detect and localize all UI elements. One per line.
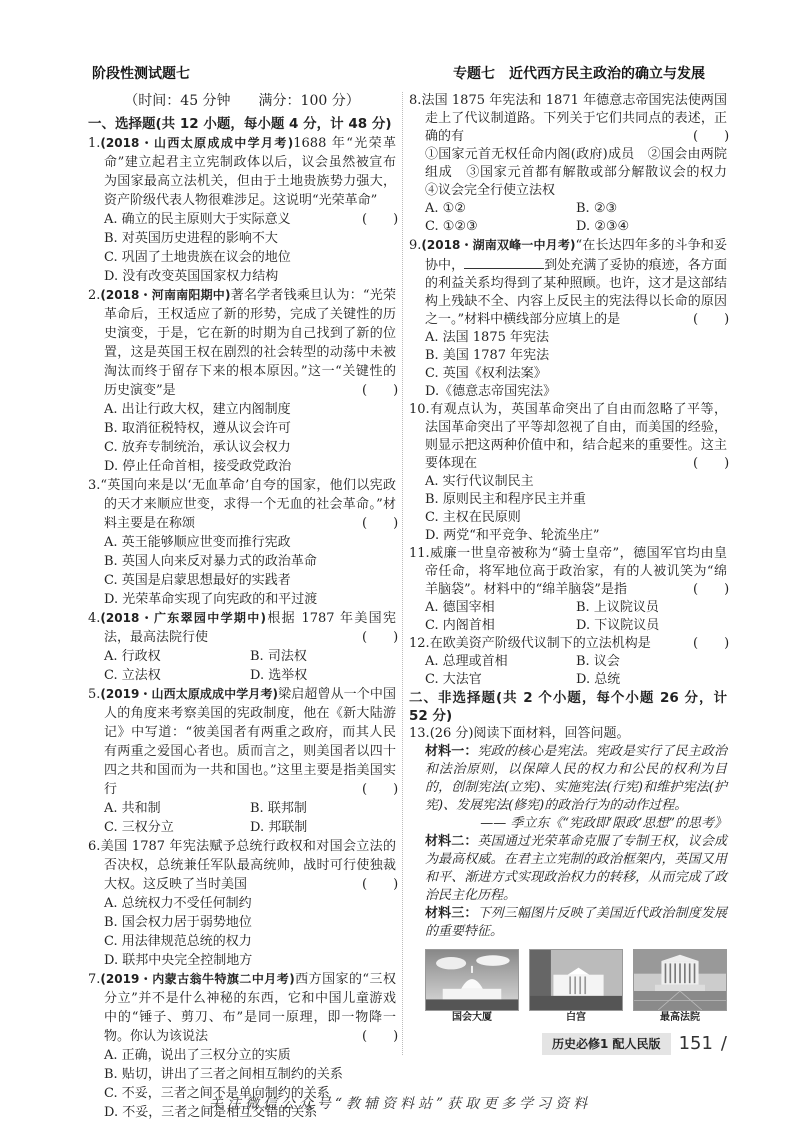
question-6 — [88, 837, 399, 894]
option-d: D. 下议院议员 — [576, 618, 660, 633]
statement-list: ①国家元首无权任命内阁(政府)成员 ②国会由两院组成 ③国家元首都有解散或部分解散议会的权力 ④议会完全行使立法权 — [425, 147, 741, 198]
question-stem: 美国 1787 年宪法赋予总统行政权和对国会立法的否决权，总统兼任军队最高统帅，战时可行使独裁大权。这反映了当时美国 — [100, 839, 396, 892]
fill-blank — [464, 255, 544, 269]
options — [88, 799, 396, 837]
option-b: B. 英国人向来反对暴力式的政治革命 — [104, 554, 317, 569]
question-stem: 著名学者钱乘旦认为：“光荣革命后，王权适应了新的形势，完成了关键性的历史演变，于是，它在新的时期为自己找到了新的位置，这是英国王权在剧烈的社会转型的动荡中未被淘汰而终于留存下来的根本原因。”这一“关键性的历史演变”是 — [104, 288, 396, 398]
question-number: 7. — [88, 972, 101, 987]
answer-parentheses: ( ) — [362, 630, 399, 645]
caption-white-house: 白宫 — [566, 1012, 586, 1023]
question-number: 6. — [88, 839, 101, 854]
answer-parentheses: ( ) — [362, 782, 399, 797]
option-d: D.《德意志帝国宪法》 — [425, 384, 557, 399]
option-a: A. 实行代议制民主 — [425, 474, 534, 489]
handwritten-notice: 关注微信公众号“教辅资料站”获取更多学习资料 — [208, 1096, 592, 1112]
capitol-photo — [425, 949, 519, 1025]
options — [88, 400, 396, 476]
option-b: B. 原则民主和程序民主并重 — [425, 492, 586, 507]
question-number: 1. — [88, 136, 101, 151]
option-d: D. 总统 — [576, 672, 621, 687]
options — [409, 329, 727, 401]
option-c: C. 用法律规范总统的权力 — [104, 934, 252, 949]
options — [409, 200, 727, 236]
photo-row — [409, 949, 727, 1025]
option-a: A. 总理或首相 — [425, 654, 508, 669]
page-slash: / — [720, 1033, 727, 1054]
option-a: A. 总统权力不受任何制约 — [104, 896, 252, 911]
question-stem: “英国向来是以‘无血革命’自夸的国家，他们以宪政的天才来顺应世变，求得一个无血的社会革命。”材料主要是在称颂 — [100, 478, 396, 531]
option-c: C. 大法官 — [425, 672, 482, 687]
question-number: 9. — [409, 238, 422, 253]
option-a: A. 确立的民主原则大于实际意义 — [104, 212, 291, 227]
question-stem: 威廉一世皇帝被称为“骑士皇帝”，德国军官均由皇帝任命，将军地位高于政治家，有的人被讥笑为“绵羊脑袋”。材料中的“绵羊脑袋”是指 — [425, 546, 727, 597]
question-number: 2. — [88, 288, 101, 303]
material-3: 材料三：下列三幅图片反映了美国近代政治制度发展的重要特征。 — [425, 906, 727, 939]
question-source: (2018・河南南阳期中) — [100, 288, 231, 302]
option-c: C. 放弃专制统治，承认议会权力 — [104, 440, 291, 455]
option-a: A. 共和制 — [104, 801, 161, 816]
question-number: 5. — [88, 687, 101, 702]
option-c: C. 巩固了土地贵族在议会的地位 — [104, 250, 291, 265]
option-c: C. 不妥，三者之间不是单向制约的关系 — [104, 1086, 330, 1101]
material-1-citation: —— 季立东《“宪政即‘限政’思想”的思考》 — [480, 816, 727, 831]
question-number: 3. — [88, 478, 101, 493]
right-column — [402, 92, 741, 1055]
answer-parentheses: ( ) — [693, 312, 730, 327]
option-b: B. 议会 — [576, 654, 620, 669]
caption-supreme-court: 最高法院 — [660, 1012, 700, 1023]
options — [88, 647, 396, 685]
option-c: C. ①②③ — [425, 219, 478, 234]
option-a: A. 法国 1875 年宪法 — [425, 330, 550, 345]
option-d: D. 停止任命首相，接受政党政治 — [104, 459, 292, 474]
white-house-photo — [529, 949, 623, 1025]
options — [409, 653, 727, 689]
option-d: D. 光荣革命实现了向宪政的和平过渡 — [104, 592, 318, 607]
option-c: C. 立法权 — [104, 668, 161, 683]
answer-parentheses: ( ) — [362, 1029, 399, 1044]
question-8 — [409, 92, 730, 146]
answer-parentheses: ( ) — [362, 516, 399, 531]
question-stem: 根据 1787 年美国宪法，最高法院行使 — [104, 611, 396, 645]
time-score: （时间：45 分钟 满分：100 分） — [124, 93, 360, 109]
book-label: 历史必修1 配人民版 — [542, 1033, 671, 1055]
question-4 — [88, 609, 399, 647]
answer-parentheses: ( ) — [362, 383, 399, 398]
option-b: B. 联邦制 — [250, 801, 307, 816]
option-a: A. 出让行政大权，建立内阁制度 — [104, 402, 291, 417]
option-b: B. 取消征税特权，遵从议会许可 — [104, 421, 291, 436]
option-b: B. 上议院议员 — [576, 600, 659, 615]
question-source: (2019・山西太原成成中学月考) — [100, 687, 279, 701]
option-b: B. 贴切，讲出了三者之间相互制约的关系 — [104, 1067, 343, 1082]
option-a: A. 正确，说出了三权分立的实质 — [104, 1048, 291, 1063]
option-b: B. 对英国历史进程的影响不大 — [104, 231, 278, 246]
question-number: 10. — [409, 402, 430, 417]
question-number: 8. — [409, 93, 422, 108]
question-7 — [88, 970, 399, 1046]
answer-parentheses: ( ) — [693, 129, 730, 144]
question-stem: 法国 1875 年宪法和 1871 年德意志帝国宪法使两国走上了代议制道路。下列关于它们共同点的表述，正确的有 — [421, 93, 727, 144]
option-a: A. 英王能够顺应世变而推行宪政 — [104, 535, 291, 550]
option-b: B. 国会权力居于弱势地位 — [104, 915, 252, 930]
question-3 — [88, 476, 399, 533]
question-stem: 梁启超曾从一个中国人的角度来考察美国的宪政制度，他在《新大陆游记》中写道：“彼美国者有两重之政府，而其人民有两重之爱国心者也。质而言之，则美国者以四十四之共和国而为一共和国也。”这里主要是指美国实行 — [104, 687, 396, 797]
question-number: 12. — [409, 636, 430, 651]
answer-parentheses: ( ) — [362, 212, 399, 227]
supreme-court-photo — [633, 949, 727, 1025]
page-footer — [409, 1033, 727, 1055]
question-source: (2018・湖南双峰一中月考) — [421, 238, 576, 252]
answer-parentheses: ( ) — [362, 877, 399, 892]
option-d: D. 没有改变英国国家权力结构 — [104, 269, 279, 284]
answer-parentheses: ( ) — [693, 636, 730, 651]
question-12 — [409, 635, 730, 653]
options — [409, 599, 727, 635]
question-9 — [409, 236, 730, 329]
options — [88, 894, 396, 970]
option-b: B. 司法权 — [250, 649, 307, 664]
option-c: C. 主权在民原则 — [425, 510, 521, 525]
material-2: 材料二：英国通过光荣革命克服了专制王权，议会成为最高权威。在君主立宪制的政治框架内，英国又用和平、渐进方式实现政治权力的转移，从而完成了政治民主化历程。 — [425, 834, 727, 903]
chapter-title: 专题七 近代西方民主政治的确立与发展 — [453, 66, 705, 82]
question-stem-cont: 到处充满了妥协的痕迹，各方面的利益关系均得到了某种照顾。也许，这才是这部结构上残缺不全、内容上反民主的宪法得以长命的原因之一。”材料中横线部分应填上的是 — [425, 258, 727, 327]
option-d: D. 不妥，三者之间是相互交错的关系 — [104, 1105, 318, 1120]
test-title: 阶段性测试题七 — [92, 66, 190, 82]
option-d: D. 联邦中央完全控制地方 — [104, 953, 253, 968]
options — [88, 533, 396, 609]
option-c: C. 内阁首相 — [425, 618, 495, 633]
question-source: (2019・内蒙古翁牛特旗二中月考) — [100, 972, 295, 986]
left-column — [88, 92, 399, 1122]
question-stem: “在长达四年多的斗争和妥协中， — [425, 238, 727, 273]
question-stem: 在欧美资产阶级代议制下的立法机构是 — [429, 636, 651, 651]
options — [409, 473, 727, 545]
question-2 — [88, 286, 399, 400]
option-d: D. ②③④ — [576, 219, 630, 234]
question-13: 13.(26 分)阅读下面材料，回答问题。 — [409, 726, 630, 741]
question-11 — [409, 545, 730, 599]
section-heading-choice: 一、选择题(共 12 小题，每小题 4 分，计 48 分) — [88, 116, 392, 132]
option-b: B. ②③ — [576, 201, 618, 216]
question-stem: 有观点认为，英国革命突出了自由而忽略了平等，法国革命突出了平等却忽视了自由，而美国的经验，则显示把这两种价值中和，结合起来的重要性。这主要体现在 — [425, 402, 727, 471]
question-stem: 西方国家的“三权分立”并不是什么神秘的东西，它和中国儿童游戏中的“锤子、剪刀、布”是同一原理，即一物降一物。你认为该说法 — [104, 972, 396, 1044]
option-b: B. 美国 1787 年宪法 — [425, 348, 550, 363]
option-c: C. 三权分立 — [104, 820, 174, 835]
option-d: D. 两党“和平竞争、轮流坐庄” — [425, 528, 600, 543]
option-d: D. 选举权 — [250, 668, 308, 683]
answer-parentheses: ( ) — [693, 456, 730, 471]
option-c: C. 英国是启蒙思想最好的实践者 — [104, 573, 291, 588]
option-a: A. 行政权 — [104, 649, 161, 664]
option-d: D. 邦联制 — [250, 820, 308, 835]
page-number: 151 — [678, 1033, 713, 1054]
question-10 — [409, 401, 730, 473]
question-source: (2018・山西太原成成中学月考) — [100, 136, 294, 150]
question-stem: 1688 年“光荣革命”建立起君主立宪制政体以后，议会虽然被宣布为国家最高立法机关，但由于土地贵族势力强大，资产阶级代表人物很难涉足。这说明“光荣革命” — [104, 136, 396, 208]
question-number: 4. — [88, 611, 101, 626]
option-a: A. 德国宰相 — [425, 600, 495, 615]
options — [88, 210, 399, 286]
section-heading-nonchoice: 二、非选择题(共 2 个小题，每个小题 26 分，计 52 分) — [409, 690, 727, 724]
option-a: A. ①② — [425, 201, 466, 216]
material-1: 材料一：宪政的核心是宪法。宪政是实行了民主政治和法治原则，以保障人民的权力和公民的权利为目的，创制宪法(立宪)、实施宪法(行宪)和维护宪法(护宪)、发展宪法(修宪)的政治行为的动作过程。 — [425, 744, 727, 813]
answer-parentheses: ( ) — [693, 582, 730, 597]
question-number: 11. — [409, 546, 430, 561]
caption-capitol: 国会大厦 — [452, 1012, 492, 1023]
question-5 — [88, 685, 399, 799]
question-source: (2018・广东翠园中学期中) — [100, 611, 267, 625]
option-c: C. 英国《权利法案》 — [425, 366, 547, 381]
